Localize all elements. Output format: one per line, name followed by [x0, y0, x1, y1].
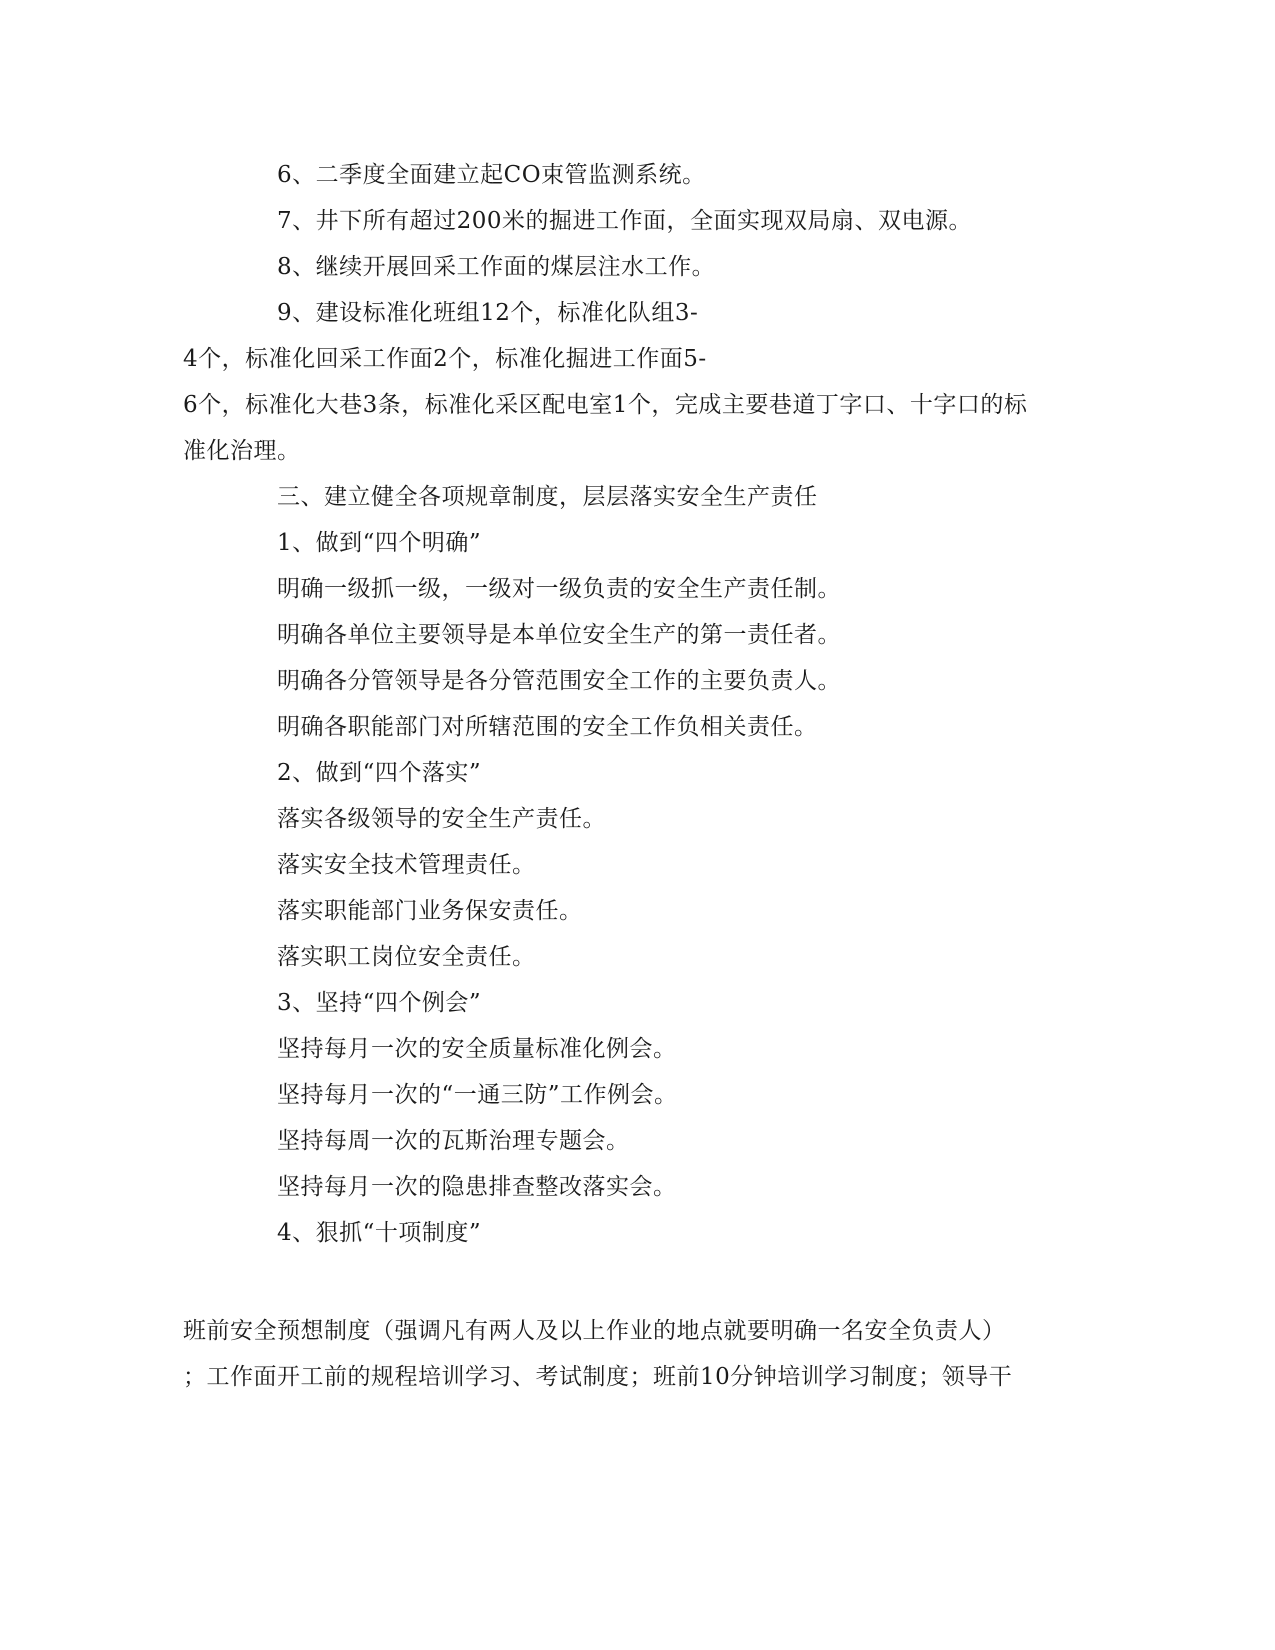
paragraph-line: 落实职能部门业务保安责任。	[277, 898, 583, 924]
subsection-heading: 3、坚持“四个例会”	[277, 990, 482, 1016]
subsection-heading: 4、狠抓“十项制度”	[277, 1220, 482, 1246]
paragraph-line: 坚持每周一次的瓦斯治理专题会。	[277, 1128, 630, 1154]
paragraph-line: 9、建设标准化班组12个，标准化队组3-	[277, 300, 699, 326]
paragraph-line: ；工作面开工前的规程培训学习、考试制度；班前10分钟培训学习制度；领导干	[183, 1364, 1013, 1390]
paragraph-line: 坚持每月一次的“一通三防”工作例会。	[277, 1082, 678, 1108]
paragraph-line: 准化治理。	[183, 438, 301, 464]
paragraph-line: 8、继续开展回采工作面的煤层注水工作。	[277, 254, 716, 280]
paragraph-line: 坚持每月一次的隐患排查整改落实会。	[277, 1174, 677, 1200]
paragraph-line: 明确各职能部门对所辖范围的安全工作负相关责任。	[277, 714, 818, 740]
paragraph-line: 6个，标准化大巷3条，标准化采区配电室1个，完成主要巷道丁字口、十字口的标	[183, 392, 1028, 418]
subsection-heading: 1、做到“四个明确”	[277, 530, 482, 556]
paragraph-line: 落实职工岗位安全责任。	[277, 944, 536, 970]
paragraph-line: 班前安全预想制度（强调凡有两人及以上作业的地点就要明确一名安全负责人）	[183, 1318, 1006, 1344]
paragraph-line: 明确各单位主要领导是本单位安全生产的第一责任者。	[277, 622, 841, 648]
paragraph-line: 明确各分管领导是各分管范围安全工作的主要负责人。	[277, 668, 841, 694]
subsection-heading: 2、做到“四个落实”	[277, 760, 482, 786]
paragraph-line: 6、二季度全面建立起CO束管监测系统。	[277, 162, 706, 188]
section-heading: 三、建立健全各项规章制度，层层落实安全生产责任	[277, 484, 818, 510]
paragraph-line: 坚持每月一次的安全质量标准化例会。	[277, 1036, 677, 1062]
paragraph-line: 明确一级抓一级，一级对一级负责的安全生产责任制。	[277, 576, 841, 602]
paragraph-line: 7、井下所有超过200米的掘进工作面，全面实现双局扇、双电源。	[277, 208, 973, 234]
paragraph-line: 落实各级领导的安全生产责任。	[277, 806, 606, 832]
paragraph-line: 落实安全技术管理责任。	[277, 852, 536, 878]
paragraph-line: 4个，标准化回采工作面2个，标准化掘进工作面5-	[183, 346, 707, 372]
